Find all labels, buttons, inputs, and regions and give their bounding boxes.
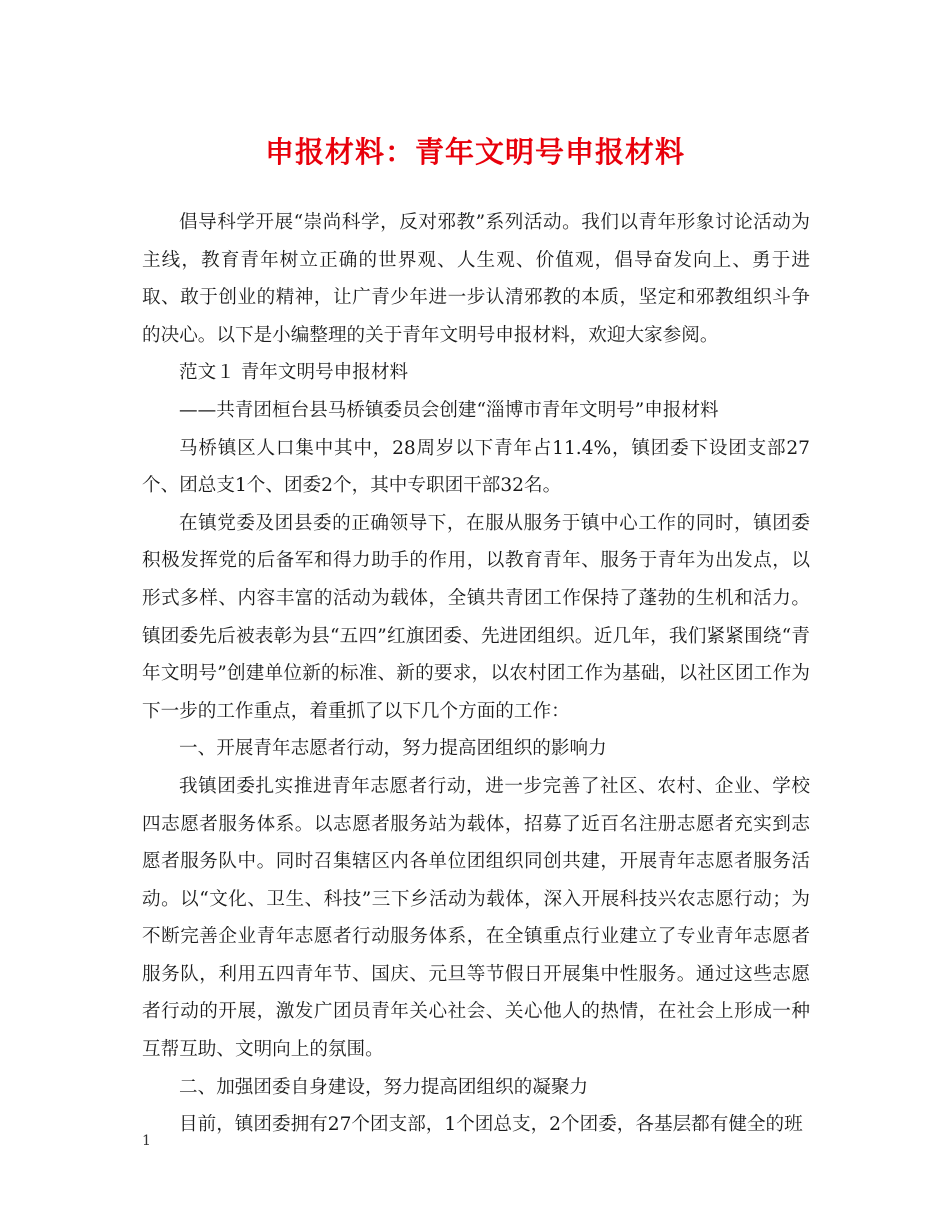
paragraph-leadership: 在镇党委及团县委的正确领导下，在服从服务于镇中心工作的同时，镇团委积极发挥党的后备军和得力助手的作用，以教育青年、服务于青年为出发点，以形式多样、内容丰富的活动为载体，全镇共青团工作保持了蓬勃的生机和活力。镇团委先后被表彰为县“五四”红旗团委、先进团组织。近几年，我们紧紧围绕“青年文明号”创建单位新的标准、新的要求，以农村团工作为基础，以社区团工作为下一步的工作重点，着重抓了以下几个方面的工作： — [142, 512, 810, 722]
paragraph-volunteer: 我镇团委扎实推进青年志愿者行动，进一步完善了社区、农村、企业、学校四志愿者服务体系。以志愿者服务站为载体，招募了近百名注册志愿者充实到志愿者服务队中。同时召集辖区内各单位团组织同创共建，开展青年志愿者服务活动。以“文化、卫生、科技”三下乡活动为载体，深入开展科技兴农志愿行动；为不断完善企业青年志愿者行动服务体系，在全镇重点行业建立了专业青年志愿者服务队，利用五四青年节、国庆、元旦等节假日开展集中性服务。通过这些志愿者行动的开展，激发广团员青年关心社会、关心他人的热情，在社会上形成一种互帮互助、文明向上的氛围。 — [142, 775, 810, 1061]
paragraph-intro: 倡导科学开展“崇尚科学，反对邪教”系列活动。我们以青年形象讨论活动为主线，教育青年树立正确的世界观、人生观、价值观，倡导奋发向上、勇于进取、敢于创业的精神，让广青少年进一步认清邪教的本质，坚定和邪教组织斗争的决心。以下是小编整理的关于青年文明号申报材料，欢迎大家参阅。 — [142, 212, 810, 346]
page-number: 1 — [142, 1133, 151, 1149]
document-body — [142, 204, 810, 1144]
paragraph-organization: 目前，镇团委拥有27个团支部，1个团总支，2个团委，各基层都有健全的班 — [179, 1114, 803, 1136]
paragraph-population: 马桥镇区人口集中其中，28周岁以下青年占11.4%，镇团委下设团支部27个、团总支1个、团委2个，其中专职团干部32名。 — [142, 437, 810, 497]
paragraph-sample-heading: 范文１ 青年文明号申报材料 — [179, 362, 409, 384]
section-heading-volunteer: 一、开展青年志愿者行动，努力提高团组织的影响力 — [179, 738, 607, 760]
section-heading-self-building: 二、加强团委自身建设，努力提高团组织的凝聚力 — [179, 1076, 589, 1098]
paragraph-subtitle: ——共青团桓台县马桥镇委员会创建“淄博市青年文明号”申报材料 — [179, 399, 719, 421]
document-title: 申报材料：青年文明号申报材料 — [264, 135, 685, 169]
